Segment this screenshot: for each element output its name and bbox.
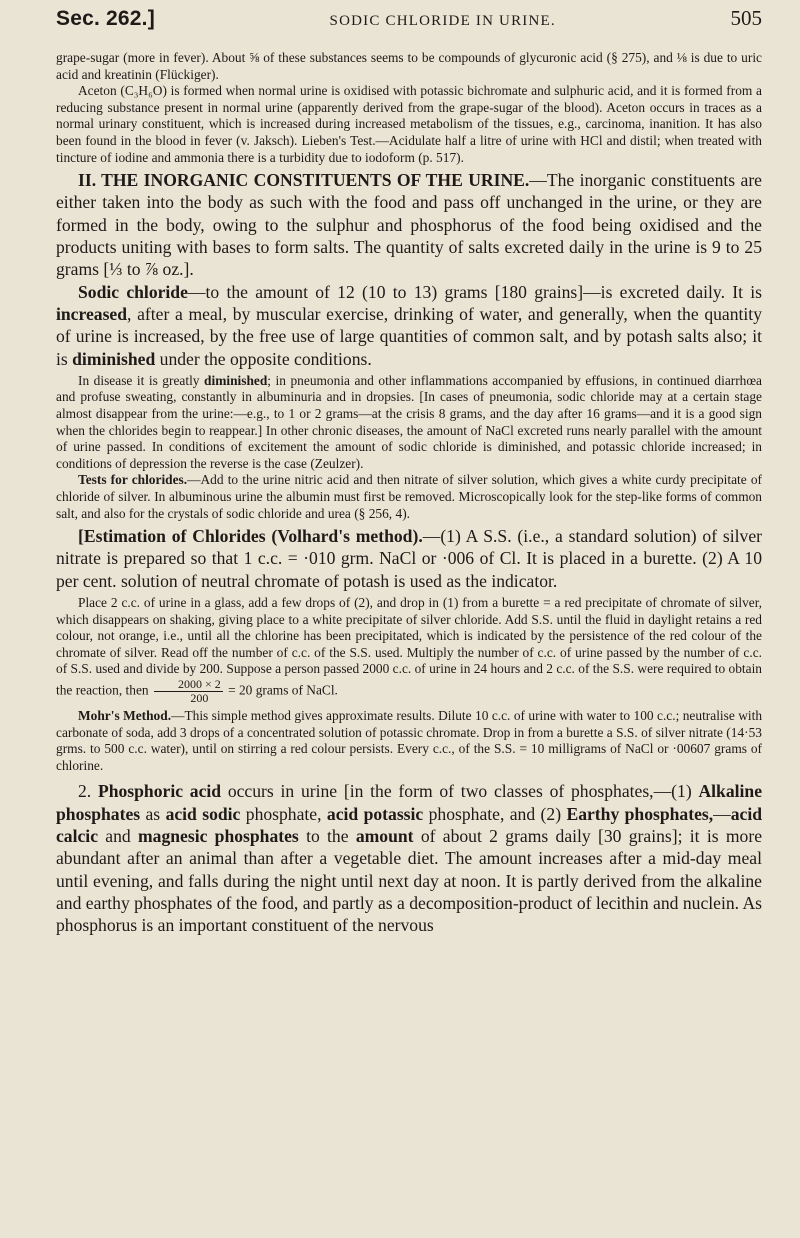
phosphoric-acid-potassic: acid potassic xyxy=(326,803,424,824)
disease-diminished: diminished xyxy=(204,372,268,388)
paragraph-inorganic xyxy=(56,169,762,280)
intro-text: grape-sugar (more in fever). About ⅝ of these substances seems to be compounds of glycuronic acid (§ 275), and ⅛ is due to uric acid and kreatinin (Flückiger). xyxy=(56,50,762,82)
paragraph-aceton xyxy=(56,83,762,166)
running-title: SODIC CHLORIDE IN URINE. xyxy=(329,13,556,29)
aceton-text: Aceton (C₃H₆O) is formed when normal urine is oxidised with potassic bichromate and sulphuric acid, and it is formed from a reducing substance present in normal urine (apparently derived from the grape-sugar of the blood). Aceton occurs in traces as a normal urinary constituent, which is increased during increased metabolism of the tissues, e.g., carcinoma, inanition. It has also been found in the blood in fever (v. Jaksch). Lieben's Test.—Acidulate half a litre of urine with HCl and distil; when treated with tincture of iodine and ammonia there is a turbidity due to iodoform (p. 517). xyxy=(56,83,762,165)
sodic-text-3: under the opposite conditions. xyxy=(155,348,372,369)
fraction-numerator: 2000 × 2 xyxy=(154,678,223,692)
sodic-increased: increased xyxy=(56,303,128,324)
page-number: 505 xyxy=(730,6,762,30)
phosphoric-amount: amount xyxy=(355,826,414,846)
disease-lead: In disease it is greatly xyxy=(78,372,205,388)
sodic-text-1: —to the amount of 12 (10 to 13) grams [180 grains]—is excreted daily. It is xyxy=(187,281,762,302)
paragraph-disease xyxy=(56,373,762,473)
phosphoric-magnesic: magnesic phosphates xyxy=(138,826,299,846)
mohr-text: —This simple method gives approximate results. Dilute 10 c.c. of urine with water to 100 c.c.; neutralise with carbonate of soda, add 3 drops of a concentrated solution of potassic chromate. Drop in from a burette a S.S. of silver nitrate (14·53 grms. to 500 c.c. water), until on stirring a red colour persists. Every c.c., of the S.S. = 10 milligrams of NaCl or ·00607 grams of chlorine. xyxy=(56,708,763,773)
phosphoric-text-8: of about 2 grams daily [30 grains]; it is more abundant after an animal than after a vegetable diet. The amount increases after a mid-day meal until evening, and falls during the night until next day at noon. It is partly derived from the alkaline and earthy phosphates of the food, and partly as a decomposition-product of lecithin and nuclein. As phosphorus is an important constituent of the nervous xyxy=(56,826,763,936)
paragraph-mohr xyxy=(56,708,762,774)
estimation-heading: [Estimation of Chlorides (Volhard's method). xyxy=(78,526,423,547)
mohr-lead: Mohr's Method. xyxy=(78,708,172,724)
paragraph-estimation xyxy=(56,525,762,592)
section-number: Sec. 262.] xyxy=(56,7,155,30)
inorganic-text: —The inorganic constituents are either taken into the body as such with the food and pass off unchanged in the urine, or they are formed in the body, owing to the sulphur and phosphorus of the food being oxidised and the products uniting with bases to form salts. The quantity of salts excreted daily in the urine is 9 to 25 grams [⅓ to ⅞ oz.]. xyxy=(56,170,762,280)
paragraph-procedure xyxy=(56,595,762,705)
phosphoric-text-6: and xyxy=(98,826,138,846)
inorganic-heading: II. THE INORGANIC CONSTITUENTS OF THE URINE. xyxy=(78,170,530,191)
tests-text: —Add to the urine nitric acid and then nitrate of silver solution, which gives a white curdy precipitate of chloride of silver. In albuminous urine the albumin must first be removed. Microscopically look for the step-like forms of common salt, and also for the crystals of sodic chloride and urea (§ 256, 4). xyxy=(56,472,762,521)
estimation-text: —(1) A S.S. (i.e., a standard solution) of silver nitrate is prepared so that 1 c.c. = ·010 grm. NaCl or ·006 of Cl. It is placed in a burette. (2) A 10 per cent. solution of neutral chromate of potash is used as the indicator. xyxy=(56,526,762,591)
sodic-text-2: , after a meal, by muscular exercise, drinking of water, and generally, when the quantity of urine is increased, by the free use of large quantities of common salt, and by potash salts also; it is xyxy=(56,303,762,369)
page-header xyxy=(56,6,762,50)
phosphoric-text-2: as xyxy=(140,803,166,824)
sodic-lead: Sodic chloride xyxy=(78,281,188,302)
paragraph-tests xyxy=(56,472,762,522)
phosphoric-text-7: to the xyxy=(298,826,356,846)
phosphoric-text-5: — xyxy=(713,803,731,824)
fraction-denominator: 200 xyxy=(190,691,209,706)
procedure-result: = 20 grams of NaCl. xyxy=(224,682,338,698)
paragraph-phosphoric xyxy=(56,780,762,936)
phosphoric-acid-sodic: acid sodic xyxy=(165,803,241,824)
calculation-fraction xyxy=(154,678,223,705)
paragraph-sodic-chloride xyxy=(56,281,762,370)
procedure-text: Place 2 c.c. of urine in a glass, add a few drops of (2), and drop in (1) from a burette = a red precipitate of chromate of silver, which disappears on shaking, giving place to a white precipitate of silver chloride. Add S.S. until the fluid in daylight retains a red colour, not orange, i.e., until all the chlorine has been precipitated, which is indicated by the persistence of the red colour of the chromate of silver. Read off the number of c.c. of the S.S. used. Multiply the number of c.c. of urine passed by the number of c.c. of S.S. used and divide by 200. Suppose a person passed 2000 c.c. of urine in 24 hours and 2 c.c. of the S.S. were required to obtain the reaction, then xyxy=(56,595,762,698)
phosphoric-text-3: phosphate, xyxy=(240,803,327,824)
sodic-diminished: diminished xyxy=(72,348,156,369)
phosphoric-text-1: occurs in urine [in the form of two classes of phosphates,—(1) xyxy=(221,781,699,802)
phosphoric-acid-calcic: acid calcic xyxy=(56,803,762,846)
phosphoric-text-4: phosphate, and (2) xyxy=(423,803,567,824)
tests-lead: Tests for chlorides. xyxy=(78,472,188,488)
phosphoric-number: 2. xyxy=(78,781,98,802)
phosphoric-lead: Phosphoric acid xyxy=(97,781,222,802)
paragraph-intro xyxy=(56,50,762,83)
phosphoric-earthy: Earthy phosphates, xyxy=(566,803,714,824)
phosphoric-alkaline: Alkaline phosphates xyxy=(56,781,762,824)
disease-text: ; in pneumonia and other inflammations accompanied by effusions, in continued diarrhœa and profuse sweating, constantly in albuminuria and in dropsies. [In cases of pneumonia, sodic chloride may at a certain stage almost disappear from the urine:—e.g., to 1 or 2 grams—at the crisis 8 grams, and the day after 16 grams—and it is a good sign when the chlorides begin to reappear.] In other chronic diseases, the amount of NaCl excreted runs nearly parallel with the amount of urine passed. In conditions of excitement the amount of sodic chloride is diminished, and potassic chloride increased; in conditions of depression the reverse is the case (Zeulzer). xyxy=(56,372,762,471)
